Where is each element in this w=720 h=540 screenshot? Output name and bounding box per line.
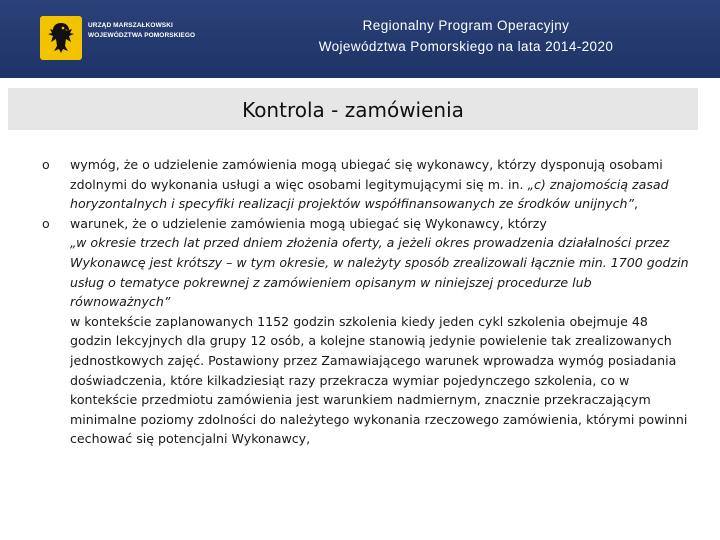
organization-name: [88, 21, 208, 41]
bullet-marker: o: [42, 157, 50, 172]
program-title-line-1: Regionalny Program Operacyjny: [362, 18, 570, 33]
program-title-line-2: Województwa Pomorskiego na lata 2014-2020: [318, 39, 614, 54]
org-name-line-2: WOJEWÓDZTWA POMORSKIEGO: [88, 32, 196, 39]
slide-title-band: [8, 88, 698, 130]
bullet-1-tail: ,: [634, 196, 639, 212]
program-title: [246, 15, 686, 57]
slide-title: Kontrola - zamówienia: [242, 98, 464, 122]
bullet-1-quote: „c) znajomością zasad horyzontalnych i specyfiki realizacji projektów współfinansowanych ze środków unijnych”: [70, 176, 669, 212]
bullet-2-tail: w kontekście zaplanowanych 1152 godzin szkolenia kiedy jeden cykl szkolenia obejmuje 48 godzin lekcyjnych dla grupy 12 osób, a kolejne stanowią jedynie powielenie tak zrealizowanych jednostkowych zajęć. Postawiony przez Zamawiającego warunek wprowadza wymóg posiadania doświadczenia, które kilkadziesiąt razy przekracza wymiar pojedynczego szkolenia, co w kontekście przedmiotu zamówienia jest warunkiem nadmiernym, znacznie przekraczającym minimalne poziomy zdolności do należytego wykonania rzeczowego zamówienia, którymi powinni cechować się potencjalni Wykonawcy,: [70, 313, 688, 447]
bullet-marker: o: [42, 215, 50, 231]
slide-content: [42, 155, 692, 449]
griffin-coat-of-arms-icon: [40, 16, 82, 60]
bullet-2-quote: „w okresie trzech lat przed dniem złożenia oferty, a jeżeli okres prowadzenia działalności przez Wykonawcę jest krótszy – w tym okresie, w należyty sposób zrealizowali łącznie min. 1700 godzin usług o tematyce pokrewnej z zamówieniem opisanym w niniejszej procedurze lub równoważnych”: [70, 235, 689, 310]
org-name-line-1: URZĄD MARSZAŁKOWSKI: [88, 22, 173, 29]
header-bar: [0, 0, 720, 78]
bullet-2-text: warunek, że o udzielenie zamówienia mogą ubiegać się Wykonawcy, którzy: [70, 215, 547, 231]
bullet-item-2: [42, 214, 692, 449]
bullet-1-text: wymóg, że o udzielenie zamówienia mogą ubiegać się wykonawcy, którzy dysponują osobami zdolnymi do wykonania usługi a więc osobami legitymującymi się m. in.: [70, 157, 663, 192]
bullet-item-1: [42, 155, 692, 214]
